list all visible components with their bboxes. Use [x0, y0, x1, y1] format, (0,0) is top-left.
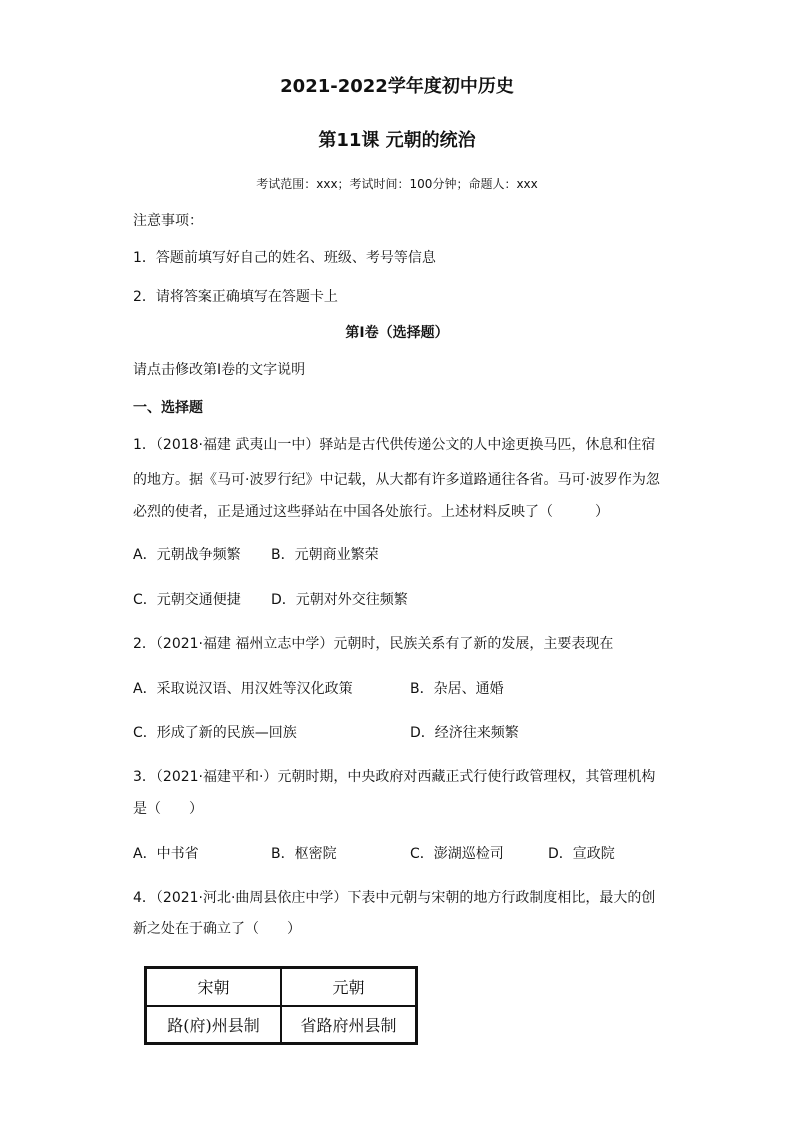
- q3-option-b: B．枢密院: [271, 846, 337, 862]
- q1-option-c: C．元朝交通便捷: [133, 592, 241, 608]
- table-header-yuan: 元朝: [281, 968, 417, 1006]
- q4-line-2: 新之处在于确立了（ ）: [133, 921, 301, 937]
- q3-option-a: A．中书省: [133, 846, 199, 862]
- q1-line-1: 1．（2018·福建 武夷山一中）驿站是古代供传递公文的人中途更换马匹，休息和住宿: [133, 437, 656, 453]
- q3-line-1: 3．（2021·福建平和·）元朝时期，中央政府对西藏正式行使行政管理权，其管理机构: [133, 769, 656, 785]
- table-header-song: 宋朝: [146, 968, 282, 1006]
- q1-line-3: 必烈的使者，正是通过这些驿站在中国各处旅行。上述材料反映了（ ）: [133, 504, 609, 520]
- table-header-row: [146, 968, 417, 1006]
- lesson-title: 第11课 元朝的统治: [318, 130, 476, 151]
- q1-option-d: D．元朝对外交往频繁: [271, 592, 408, 608]
- q2-option-b: B．杂居、通婚: [410, 681, 504, 697]
- q1-line-2: 的地方。据《马可·波罗行纪》中记载，从大都有许多道路通往各省。马可·波罗作为忽: [133, 472, 660, 488]
- q3-line-2: 是（ ）: [133, 801, 203, 817]
- exam-info: 考试范围：xxx；考试时间：100分钟；命题人：xxx: [256, 177, 538, 191]
- q2-option-a: A．采取说汉语、用汉姓等汉化政策: [133, 681, 353, 697]
- q4-line-1: 4．（2021·河北·曲周县依庄中学）下表中元朝与宋朝的地方行政制度相比，最大的创: [133, 890, 656, 906]
- q3-option-d: D．宣政院: [548, 846, 615, 862]
- doc-title: 2021-2022学年度初中历史: [280, 76, 514, 97]
- table-cell-yuan-system: 省路府州县制: [281, 1006, 417, 1044]
- notice-heading: 注意事项：: [133, 213, 203, 229]
- q2-line-1: 2．（2021·福建 福州立志中学）元朝时，民族关系有了新的发展，主要表现在: [133, 636, 614, 652]
- table-row: [146, 1006, 417, 1044]
- q1-option-b: B．元朝商业繁荣: [271, 547, 379, 563]
- table-cell-song-system: 路(府)州县制: [146, 1006, 282, 1044]
- q2-option-d: D．经济往来频繁: [410, 725, 519, 741]
- section-heading: 一、选择题: [133, 400, 203, 416]
- q1-option-a: A．元朝战争频繁: [133, 547, 241, 563]
- comparison-table: [144, 966, 418, 1045]
- q3-option-c: C．澎湖巡检司: [410, 846, 504, 862]
- part1-note: 请点击修改第I卷的文字说明: [133, 362, 306, 378]
- q2-option-c: C．形成了新的民族—回族: [133, 725, 297, 741]
- part1-heading: 第I卷（选择题）: [345, 325, 449, 341]
- notice-item-2: 2．请将答案正确填写在答题卡上: [133, 289, 338, 305]
- notice-item-1: 1．答题前填写好自己的姓名、班级、考号等信息: [133, 250, 436, 266]
